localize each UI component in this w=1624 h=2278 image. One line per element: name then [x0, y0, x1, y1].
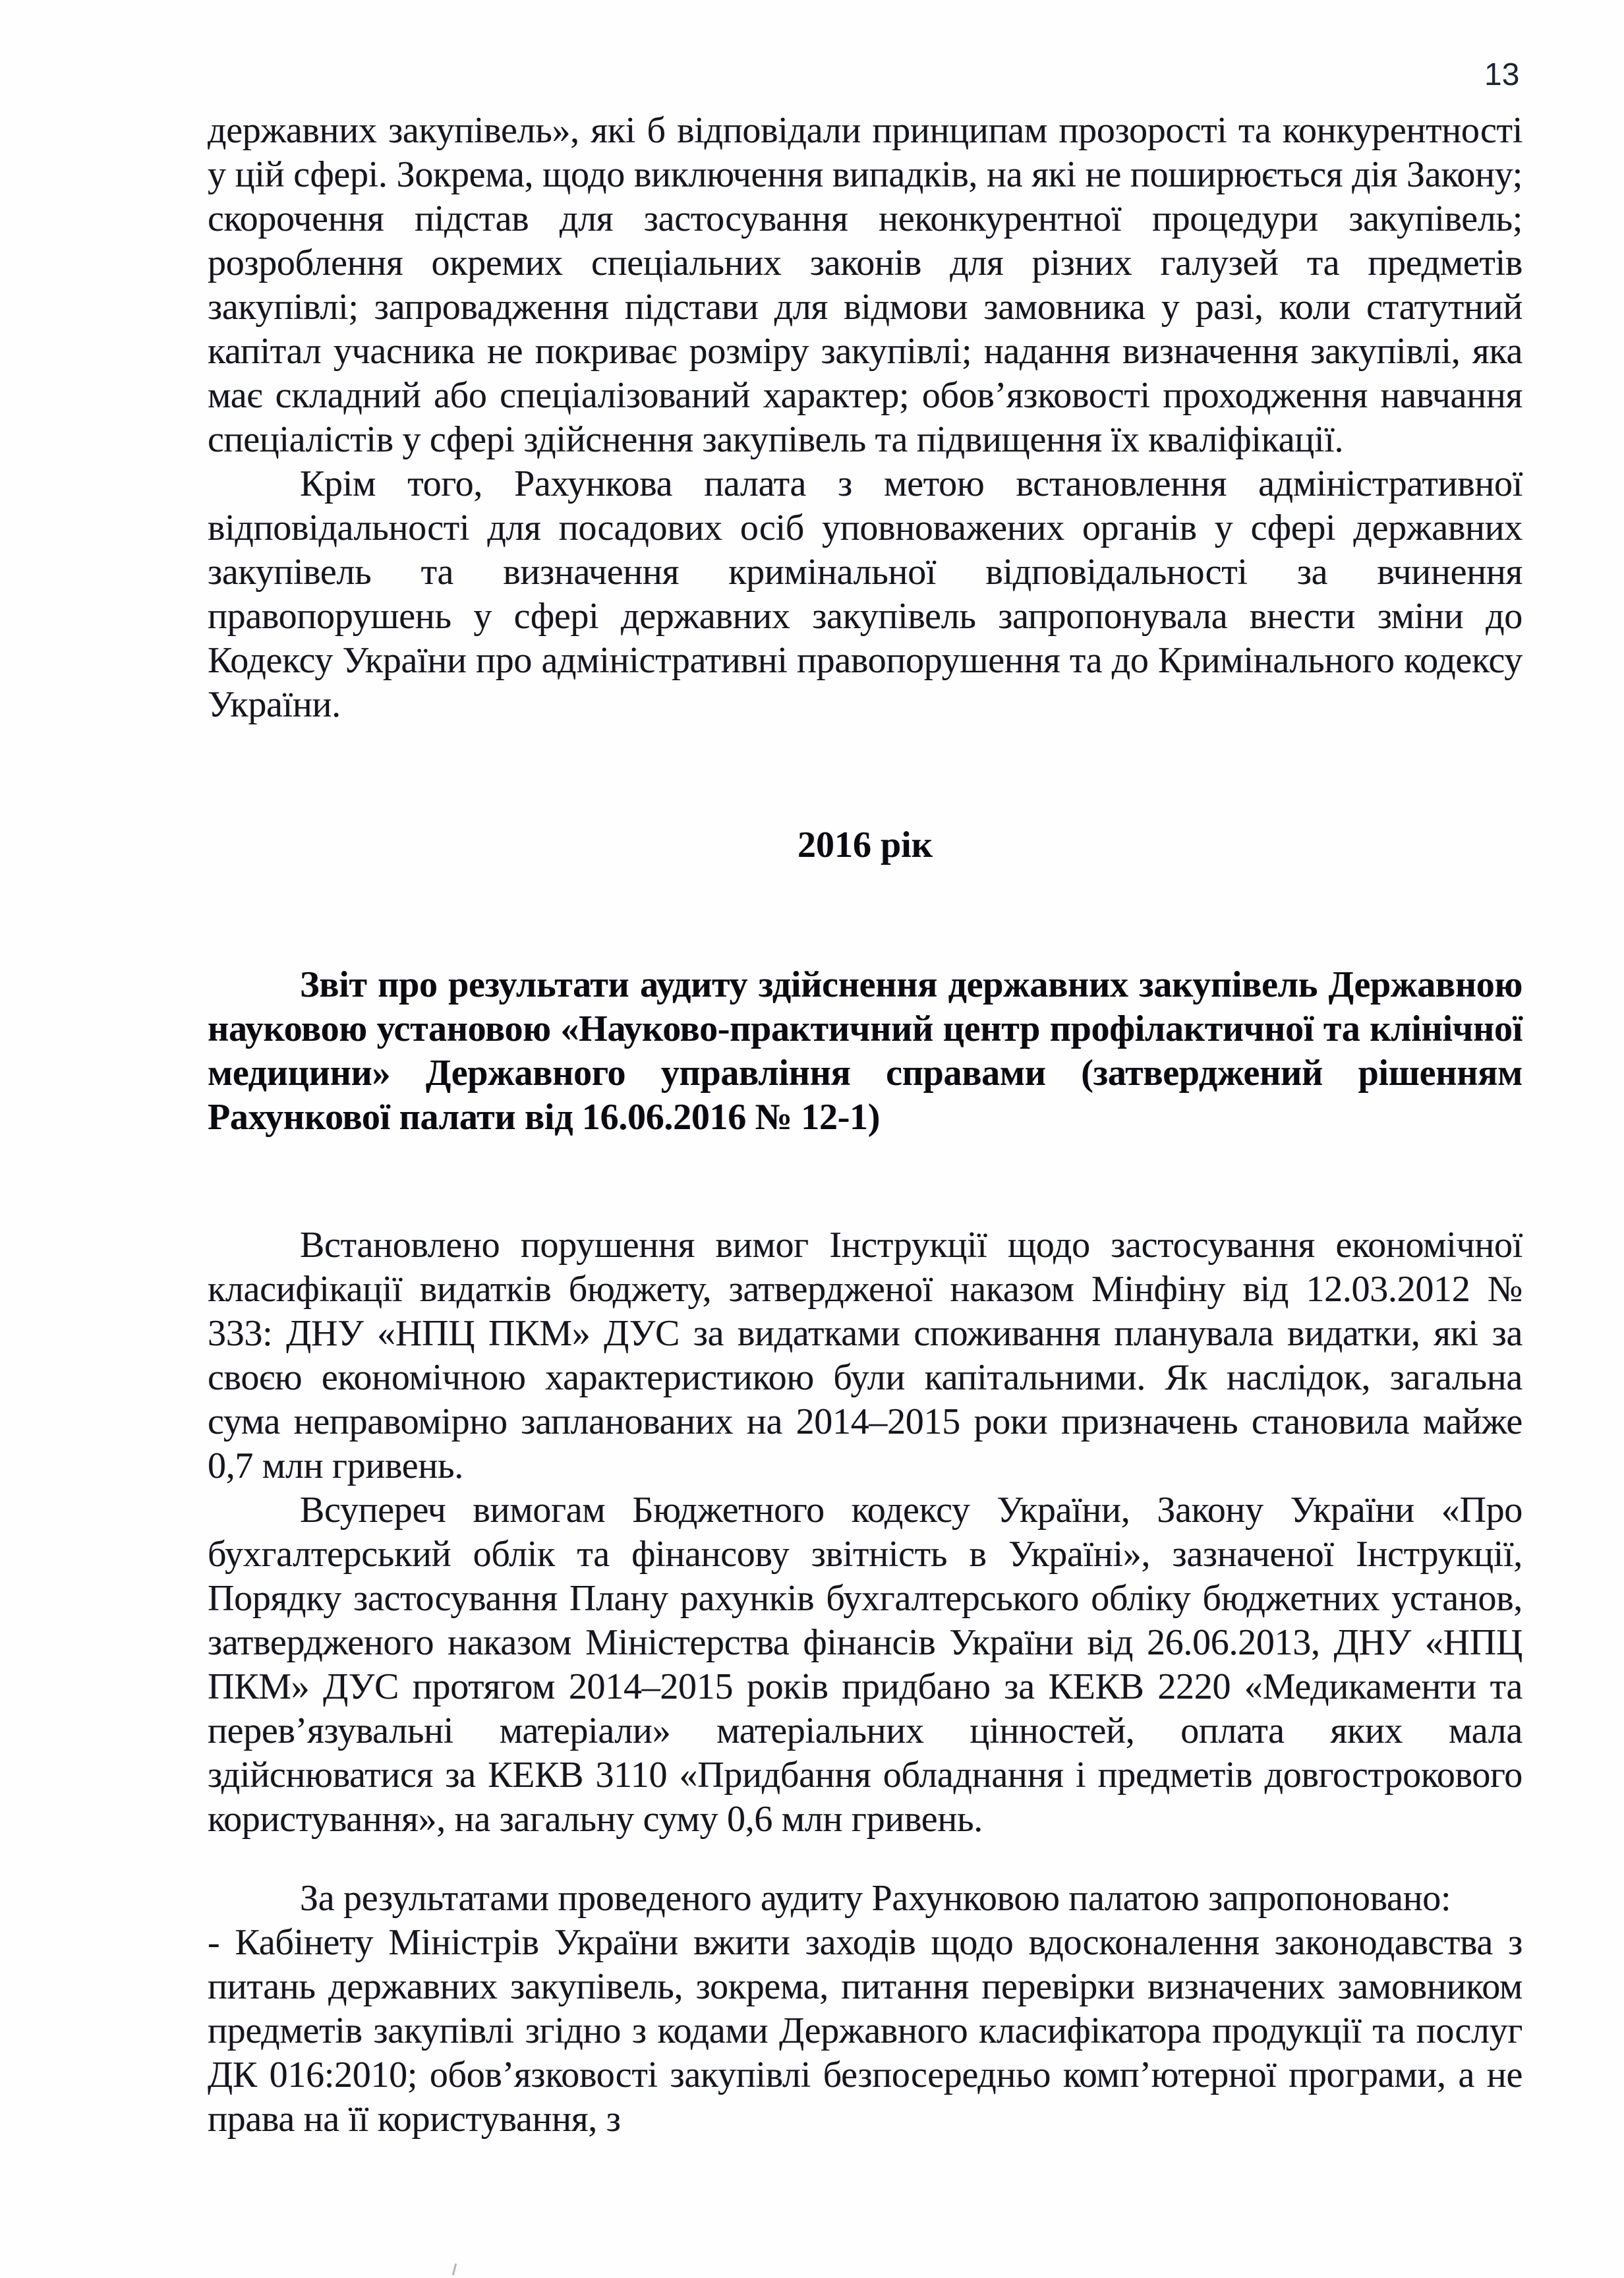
paragraph-continuation: державних закупівель», які б відповідали принципам прозорості та конкурентності у цій сфері. Зокрема, щодо виключення випадків, на які не поширюється дія Закону; скорочення підстав для застосування неконкурентної процедури закупівель; розроблення окремих спеціальних законів для різних галузей та предметів закупівлі; запровадження підстави для відмови замовника у разі, коли статутний капітал учасника не покриває розміру закупівлі; надання визначення закупівлі, яка має складний або спеціалізований характер; обов’язковості проходження навчання спеціалістів у сфері здійснення закупівель та підвищення їх кваліфікації.	[208, 110, 1522, 460]
paragraph-audit-results-item: - Кабінету Міністрів України вжити заходів щодо вдосконалення законодавства з питань державних закупівель, зокрема, питання перевірки визначених замовником предметів закупівлі згідно з кодами Державного класифікатора продукції та послуг ДК 016:2010; обов’язковості закупівлі безпосередньо комп’ютерної програми, а не права на її користування, з	[208, 1922, 1522, 2140]
page-number: 13	[1484, 57, 1520, 92]
report-title-heading: Звіт про результати аудиту здійснення державних закупівель Державною науковою установою «Науково-практичний центр профілактичної та клінічної медицини» Державного управління справами (затверджений рішенням Рахункової палати від 16.06.2016 № 12-1)	[208, 964, 1522, 1138]
paragraph-audit-results-intro: За результатами проведеного аудиту Рахунковою палатою запропоновано:	[300, 1878, 1451, 1919]
paragraph-vsuperech: Всупереч вимогам Бюджетного кодексу України, Закону України «Про бухгалтерський облік та фінансову звітність в Україні», зазначеної Інструкції, Порядку застосування Плану рахунків бухгалтерського обліку бюджетних установ, затвердженого наказом Міністерства фінансів України від 26.06.2013, ДНУ «НПЦ ПКМ» ДУС протягом 2014–2015 років придбано за КЕКВ 2220 «Медикаменти та перев’язувальні матеріали» матеріальних цінностей, оплата яких мала здійснюватися за КЕКВ 3110 «Придбання обладнання і предметів довгострокового користування», на загальну суму 0,6 млн гривень.	[208, 1490, 1522, 1840]
scan-artifact	[452, 2263, 457, 2275]
paragraph-krim-togo: Крім того, Рахункова палата з метою встановлення адміністративної відповідальності для посадових осіб уповноважених органів у сфері державних закупівель та визначення кримінальної відповідальності за вчинення правопорушень у сфері державних закупівель запропонувала внести зміни до Кодексу України про адміністративні правопорушення та до Кримінального кодексу України.	[208, 463, 1522, 725]
document-body	[208, 109, 1522, 2142]
paragraph-vstanovleno: Встановлено порушення вимог Інструкції щодо застосування економічної класифікації видатків бюджету, затвердженої наказом Мінфіну від 12.03.2012 № 333: ДНУ «НПЦ ПКМ» ДУС за видатками споживання планувала видатки, які за своєю економічною характеристикою були капітальними. Як наслідок, загальна сума неправомірно запланованих на 2014–2015 роки призначень становила майже 0,7 млн гривень.	[208, 1225, 1522, 1486]
year-section-heading: 2016 рік	[798, 825, 933, 865]
